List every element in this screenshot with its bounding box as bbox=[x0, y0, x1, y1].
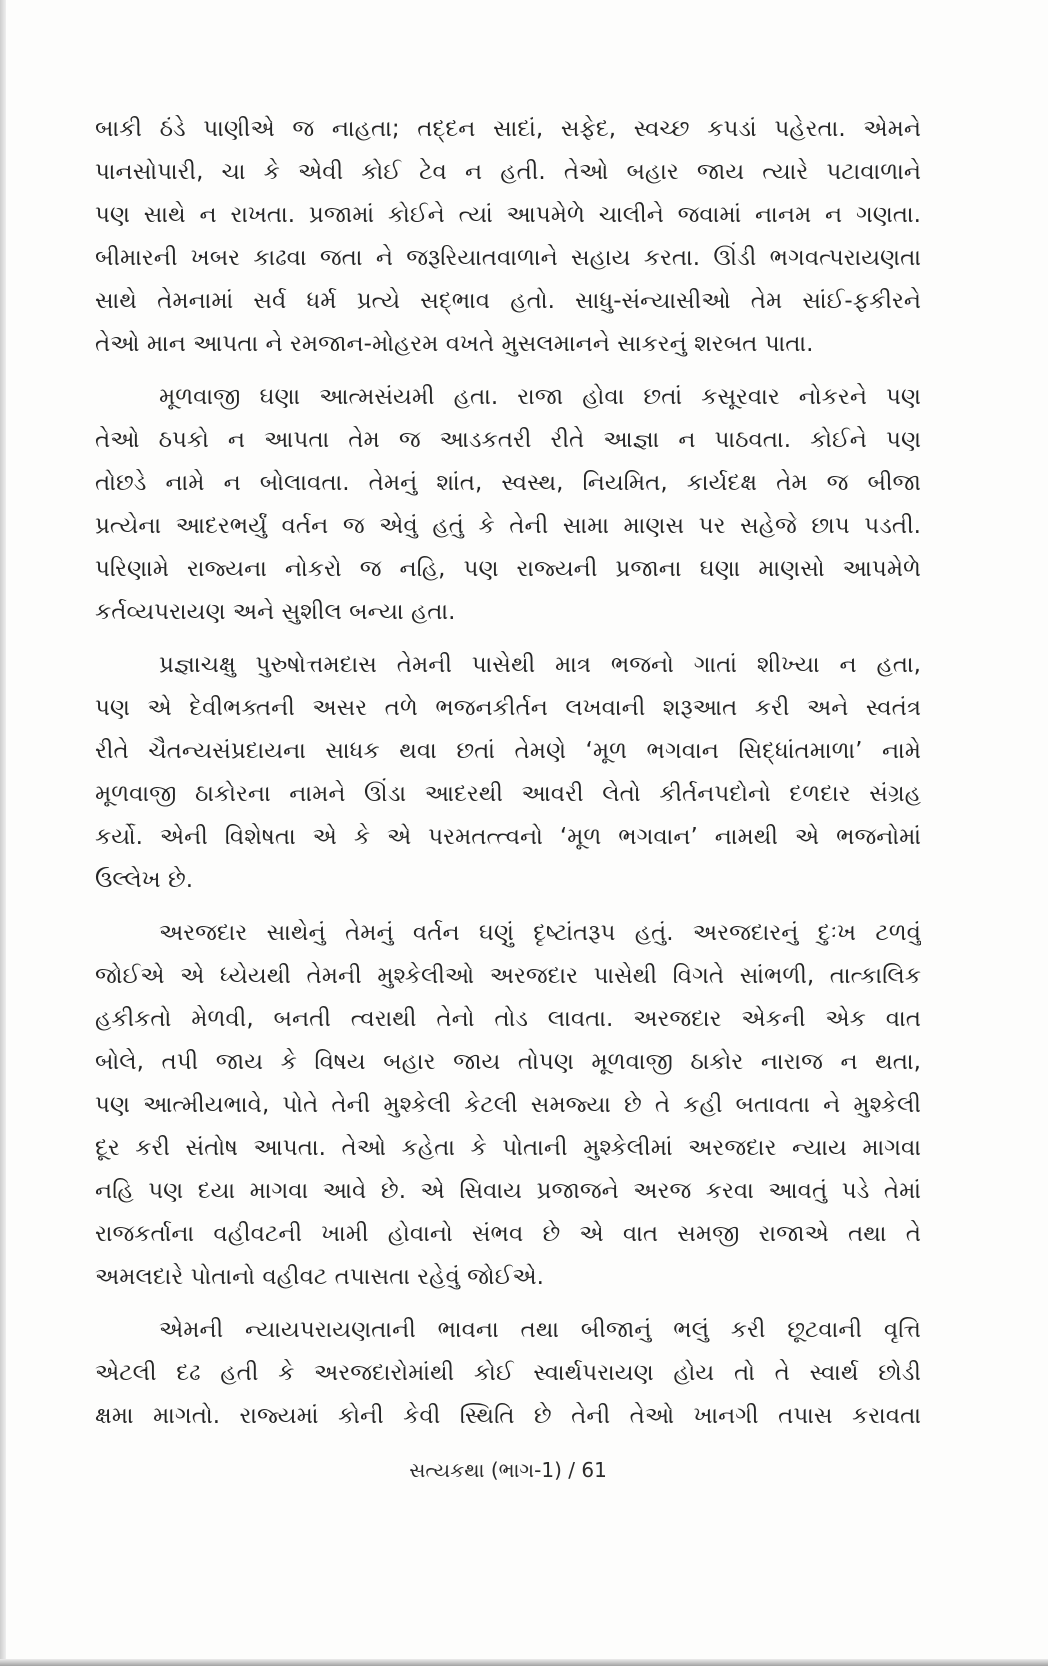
text-line: જોઈએ એ ધ્યેયથી તેમની મુશ્કેલીઓ અરજદાર પાસેથી વિગતે સાંભળી, તાત્કાલિક bbox=[95, 963, 921, 989]
paragraph bbox=[95, 644, 921, 902]
text-line: ક્ષમા માગતો. રાજ્યમાં કોની કેવી સ્થિતિ છે તેની તેઓ ખાનગી તપાસ કરાવતા bbox=[95, 1403, 921, 1429]
text-line: પણ એ દેવીભક્તની અસર તળે ભજનકીર્તન લખવાની શરૂઆત કરી અને સ્વતંત્ર bbox=[95, 695, 921, 721]
text-line: બીમારની ખબર કાઢવા જતા ને જરૂરિયાતવાળાને સહાય કરતા. ઊંડી ભગવત્પરાયણતા bbox=[95, 245, 921, 271]
text-line: મૂળવાજી ઘણા આત્મસંયમી હતા. રાજા હોવા છતાં કસૂરવાર નોકરને પણ bbox=[159, 384, 921, 410]
text-line: એમની ન્યાયપરાયણતાની ભાવના તથા બીજાનું ભલું કરી છૂટવાની વૃત્તિ bbox=[159, 1317, 921, 1343]
text-line: નહિ પણ દયા માગવા આવે છે. એ સિવાય પ્રજાજને અરજ કરવા આવતું પડે તેમાં bbox=[95, 1178, 921, 1204]
text-line: દૂર કરી સંતોષ આપતા. તેઓ કહેતા કે પોતાની મુશ્કેલીમાં અરજદાર ન્યાય માગવા bbox=[95, 1135, 921, 1161]
text-line: રીતે ચૈતન્યસંપ્રદાયના સાધક થવા છતાં તેમણે ‘મૂળ ભગવાન સિદ્ધાંતમાળા’ નામે bbox=[95, 738, 921, 764]
scan-edge-bottom bbox=[0, 1659, 1048, 1666]
page-footer: સત્યકથા (ભાગ-1) / 61 bbox=[409, 1458, 607, 1482]
text-line: પણ સાથે ન રાખતા. પ્રજામાં કોઈને ત્યાં આપમેળે ચાલીને જવામાં નાનમ ન ગણતા. bbox=[95, 202, 921, 228]
text-line: પ્રજ્ઞાચક્ષુ પુરુષોત્તમદાસ તેમની પાસેથી માત્ર ભજનો ગાતાં શીખ્યા ન હતા, bbox=[159, 652, 921, 678]
paragraph bbox=[95, 1309, 921, 1438]
text-line: બોલે, તપી જાય કે વિષય બહાર જાય તોપણ મૂળવાજી ઠાકોર નારાજ ન થતા, bbox=[95, 1049, 921, 1075]
paragraph bbox=[95, 376, 921, 634]
scan-edge-left bbox=[0, 0, 6, 1666]
text-line: કર્યો. એની વિશેષતા એ કે એ પરમતત્ત્વનો ‘મૂળ ભગવાન’ નામથી એ ભજનોમાં bbox=[95, 824, 921, 850]
text-line: એટલી દઢ હતી કે અરજદારોમાંથી કોઈ સ્વાર્થપરાયણ હોય તો તે સ્વાર્થ છોડી bbox=[95, 1360, 921, 1386]
text-line: તેઓ માન આપતા ને રમજાન-મોહરમ વખતે મુસલમાનને સાકરનું શરબત પાતા. bbox=[95, 331, 814, 357]
text-line: રાજકર્તાના વહીવટની ખામી હોવાનો સંભવ છે એ વાત સમજી રાજાએ તથા તે bbox=[95, 1221, 921, 1247]
text-line: ઉલ્લેખ છે. bbox=[95, 867, 194, 893]
text-line: સાથે તેમનામાં સર્વ ધર્મ પ્રત્યે સદ્ભાવ હતો. સાધુ-સંન્યાસીઓ તેમ સાંઈ-ફકીરને bbox=[95, 288, 921, 314]
text-line: અરજદાર સાથેનું તેમનું વર્તન ઘણું દૃષ્ટાંતરૂપ હતું. અરજદારનું દુઃખ ટળવું bbox=[159, 920, 921, 946]
text-line: અમલદારે પોતાનો વહીવટ તપાસતા રહેવું જોઈએ. bbox=[95, 1264, 544, 1290]
text-line: પણ આત્મીયભાવે, પોતે તેની મુશ્કેલી કેટલી સમજ્યા છે તે કહી બતાવતા ને મુશ્કેલી bbox=[95, 1092, 921, 1118]
text-line: બાકી ઠંડે પાણીએ જ નાહતા; તદ્દન સાદાં, સફેદ, સ્વચ્છ કપડાં પહેરતા. એમને bbox=[95, 116, 921, 142]
text-line: પરિણામે રાજ્યના નોકરો જ નહિ, પણ રાજ્યની પ્રજાના ઘણા માણસો આપમેળે bbox=[95, 556, 921, 582]
text-line: મૂળવાજી ઠાકોરના નામને ઊંડા આદરથી આવરી લેતો કીર્તનપદોનો દળદાર સંગ્રહ bbox=[95, 781, 921, 807]
paragraph bbox=[95, 912, 921, 1299]
body-text bbox=[95, 108, 921, 1438]
text-line: હકીકતો મેળવી, બનતી ત્વરાથી તેનો તોડ લાવતા. અરજદાર એકની એક વાત bbox=[95, 1006, 921, 1032]
text-line: કર્તવ્યપરાયણ અને સુશીલ બન્યા હતા. bbox=[95, 599, 456, 625]
text-line: પાનસોપારી, ચા કે એવી કોઈ ટેવ ન હતી. તેઓ બહાર જાય ત્યારે પટાવાળાને bbox=[95, 159, 921, 185]
text-line: પ્રત્યેના આદરભર્યું વર્તન જ એવું હતું કે તેની સામા માણસ પર સહેજે છાપ પડતી. bbox=[95, 513, 921, 539]
text-line: તેઓ ઠપકો ન આપતા તેમ જ આડકતરી રીતે આજ્ઞા ન પાઠવતા. કોઈને પણ bbox=[95, 427, 921, 453]
text-line: તોછડે નામે ન બોલાવતા. તેમનું શાંત, સ્વસ્થ, નિયમિત, કાર્યદક્ષ તેમ જ બીજા bbox=[95, 470, 921, 496]
paragraph bbox=[95, 108, 921, 366]
